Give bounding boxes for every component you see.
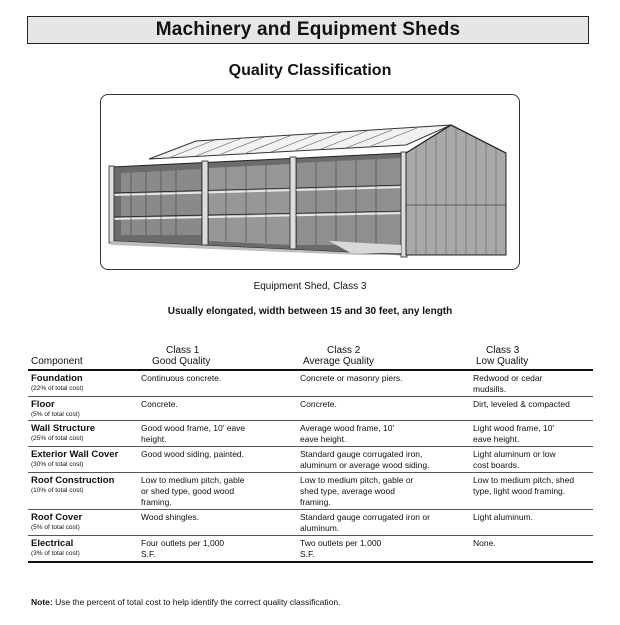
component-cell: Electrical (3% of total cost) bbox=[28, 536, 138, 563]
component-cell: Exterior Wall Cover (30% of total cost) bbox=[28, 447, 138, 473]
section-subtitle: Quality Classification bbox=[228, 62, 392, 79]
class2-cell: Two outlets per 1,000 S.F. bbox=[297, 536, 470, 563]
class3-cell: Low to medium pitch, shed type, light wood framing. bbox=[470, 473, 593, 510]
class2-cell: Low to medium pitch, gable or shed type, average wood framing. bbox=[297, 473, 470, 510]
shed-drawing bbox=[101, 95, 520, 270]
table-row bbox=[28, 510, 593, 536]
class1-cell: Wood shingles. bbox=[138, 510, 297, 536]
class2-cell: Concrete or masonry piers. bbox=[297, 370, 470, 397]
class2-cell: Standard gauge corrugated iron, aluminum or average wood siding. bbox=[297, 447, 470, 473]
class3-cell: Dirt, leveled & compacted bbox=[470, 397, 593, 421]
header-class1: Class 1 Good Quality bbox=[138, 345, 297, 370]
class3-cell: Light aluminum. bbox=[470, 510, 593, 536]
component-cell: Foundation (22% of total cost) bbox=[28, 370, 138, 397]
class2-cell: Concrete. bbox=[297, 397, 470, 421]
illustration-caption: Equipment Shed, Class 3 bbox=[253, 281, 367, 292]
class1-cell: Good wood siding, painted. bbox=[138, 447, 297, 473]
page-title-bar bbox=[27, 16, 589, 44]
class1-cell: Concrete. bbox=[138, 397, 297, 421]
table-row bbox=[28, 447, 593, 473]
page-title: Machinery and Equipment Sheds bbox=[155, 19, 461, 40]
header-class2: Class 2 Average Quality bbox=[297, 345, 470, 370]
header-class3: Class 3 Low Quality bbox=[470, 345, 593, 370]
component-cell: Wall Structure (25% of total cost) bbox=[28, 421, 138, 447]
table-header-row bbox=[28, 345, 593, 370]
class1-cell: Low to medium pitch, gable or shed type, good wood framing. bbox=[138, 473, 297, 510]
class3-cell: Light aluminum or low cost boards. bbox=[470, 447, 593, 473]
class1-cell: Continuous concrete. bbox=[138, 370, 297, 397]
shed-illustration bbox=[100, 94, 520, 270]
table-row bbox=[28, 473, 593, 510]
component-cell: Floor (5% of total cost) bbox=[28, 397, 138, 421]
header-component: Component bbox=[28, 345, 138, 370]
quality-table bbox=[28, 345, 593, 563]
table-row bbox=[28, 536, 593, 563]
class1-cell: Four outlets per 1,000 S.F. bbox=[138, 536, 297, 563]
note-text: Use the percent of total cost to help identify the correct quality classification. bbox=[52, 597, 341, 607]
note-label: Note: bbox=[31, 597, 53, 607]
class2-cell: Average wood frame, 10' eave height. bbox=[297, 421, 470, 447]
footnote bbox=[31, 597, 340, 607]
shed-description: Usually elongated, width between 15 and 30 feet, any length bbox=[167, 306, 453, 317]
class2-cell: Standard gauge corrugated iron or aluminum. bbox=[297, 510, 470, 536]
component-cell: Roof Construction (10% of total cost) bbox=[28, 473, 138, 510]
class3-cell: Redwood or cedar mudsills. bbox=[470, 370, 593, 397]
class3-cell: Light wood frame, 10' eave height. bbox=[470, 421, 593, 447]
component-cell: Roof Cover (5% of total cost) bbox=[28, 510, 138, 536]
class1-cell: Good wood frame, 10' eave height. bbox=[138, 421, 297, 447]
table-row bbox=[28, 397, 593, 421]
table-row bbox=[28, 370, 593, 397]
class3-cell: None. bbox=[470, 536, 593, 563]
table-row bbox=[28, 421, 593, 447]
